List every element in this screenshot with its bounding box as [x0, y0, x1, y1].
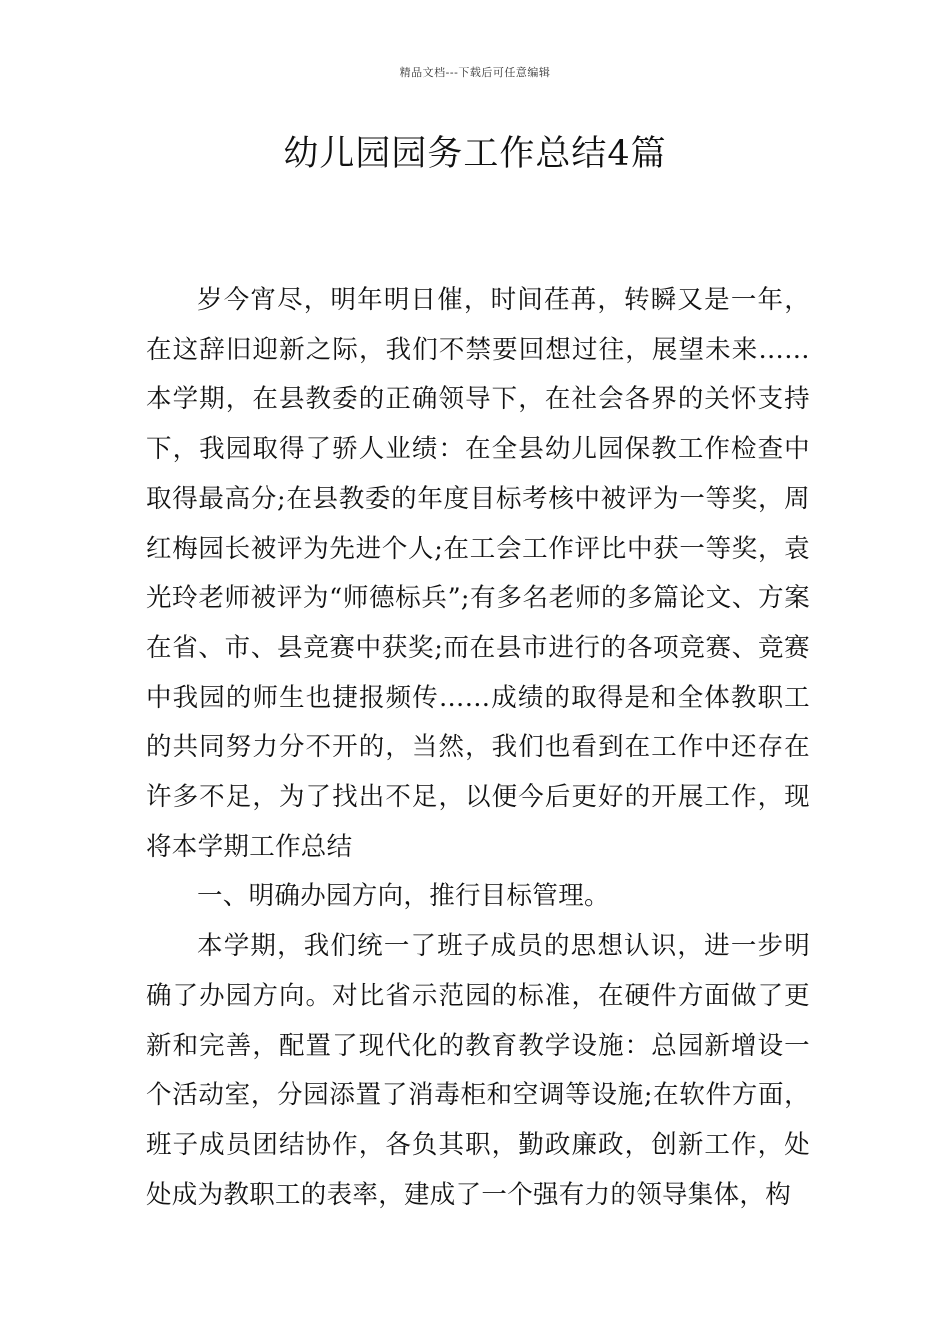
section-heading: 一、明确办园方向，推行目标管理。 — [197, 881, 610, 912]
paragraph-section-1: 本学期，我们统一了班子成员的思想认识，进一步明确了办园方向。对比省示范园的标准，在硬件方面做了更新和完善，配置了现代化的教育教学设施：总园新增设一个活动室，分园添置了消毒柜和空调等设施;在软件方面，班子成员团结协作，各负其职，勤政廉政，创新工作，处处成为教职工的表率，建成了一个强有力的领导集体，构 — [146, 931, 810, 1210]
header-note: 精品文档---下载后可任意编辑 — [399, 66, 551, 79]
document-body — [146, 276, 810, 1220]
paragraph-intro: 岁今宵尽，明年明日催，时间荏苒，转瞬又是一年，在这辞旧迎新之际，我们不禁要回想过往，展望未来……本学期，在县教委的正确领导下，在社会各界的关怀支持下，我园取得了骄人业绩：在全县幼儿园保教工作检查中取得最高分;在县教委的年度目标考核中被评为一等奖，周红梅园长被评为先进个人;在工会工作评比中获一等奖，袁光玲老师被评为“师德标兵”;有多名老师的多篇论文、方案在省、市、县竞赛中获奖;而在县市进行的各项竞赛、竞赛中我园的师生也捷报频传……成绩的取得是和全体教职工的共同努力分不开的，当然，我们也看到在工作中还存在许多不足，为了找出不足，以便今后更好的开展工作，现将本学期工作总结 — [146, 285, 810, 862]
document-title: 幼儿园园务工作总结4篇 — [283, 134, 667, 174]
